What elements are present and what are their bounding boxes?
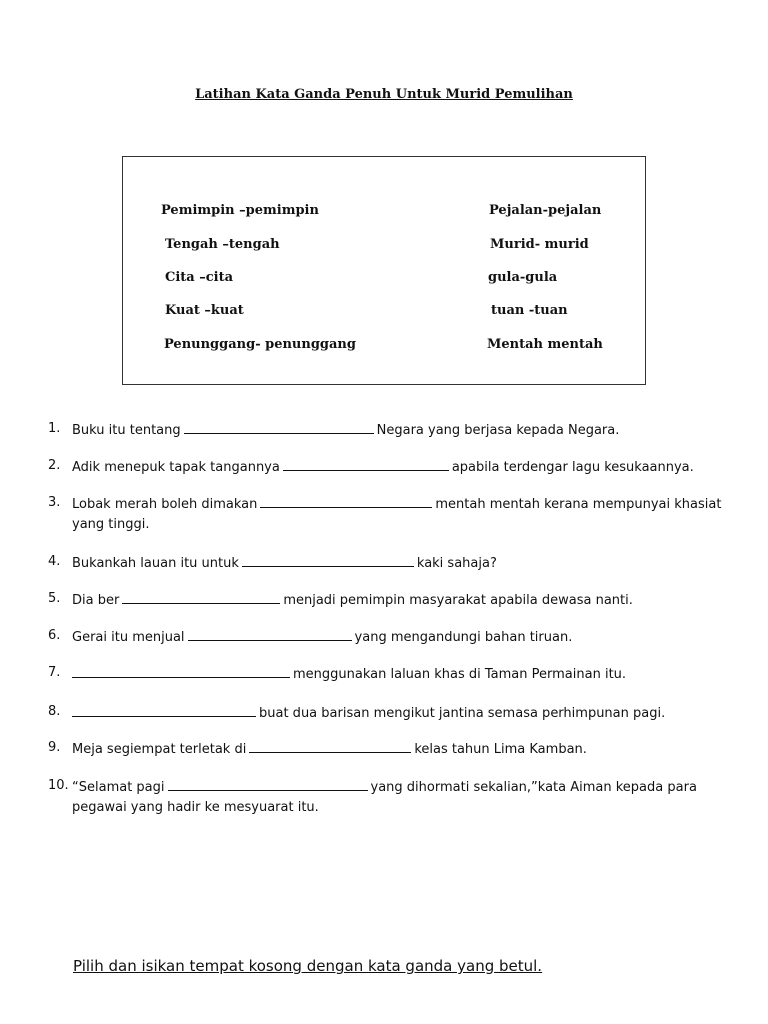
word-bank-item: Pemimpin –pemimpin xyxy=(161,203,319,218)
question-text-after: apabila terdengar lagu kesukaannya. xyxy=(451,460,694,475)
question-continuation: yang tinggi. xyxy=(72,517,150,532)
question-number: 2. xyxy=(48,458,61,473)
answer-blank[interactable] xyxy=(242,554,414,567)
question-text-before: Meja segiempat terletak di xyxy=(72,742,247,757)
word-bank-item: Cita –cita xyxy=(165,270,234,285)
question-text-after: kaki sahaja? xyxy=(416,556,497,571)
question-text-before: Gerai itu menjual xyxy=(72,630,185,645)
answer-blank[interactable] xyxy=(72,665,290,678)
question-text-before: “Selamat pagi xyxy=(72,780,165,795)
question-text-after: yang dihormati sekalian,”kata Aiman kepada para xyxy=(370,780,697,795)
answer-blank[interactable] xyxy=(72,704,256,717)
question-continuation: pegawai yang hadir ke mesyuarat itu. xyxy=(72,800,319,815)
question-number: 3. xyxy=(48,495,61,510)
word-bank-item: Tengah –tengah xyxy=(165,237,280,252)
question-number: 10. xyxy=(48,778,69,793)
answer-blank[interactable] xyxy=(168,778,368,791)
answer-blank[interactable] xyxy=(249,740,411,753)
word-bank-item: Mentah mentah xyxy=(487,337,603,352)
question-text-before: Lobak merah boleh dimakan xyxy=(72,497,258,512)
question-text-after: Negara yang berjasa kepada Negara. xyxy=(376,423,620,438)
question-number: 1. xyxy=(48,421,61,436)
answer-blank[interactable] xyxy=(184,421,374,434)
answer-blank[interactable] xyxy=(260,495,432,508)
word-bank-item: Penunggang- penunggang xyxy=(164,337,356,352)
question-number: 9. xyxy=(48,740,61,755)
question-number: 6. xyxy=(48,628,61,643)
word-bank-item: Kuat –kuat xyxy=(165,303,244,318)
question-number: 7. xyxy=(48,665,61,680)
word-bank-box xyxy=(122,156,646,385)
question-text-after: menggunakan laluan khas di Taman Permainan itu. xyxy=(293,667,627,682)
page-title: Latihan Kata Ganda Penuh Untuk Murid Pemulihan xyxy=(195,87,573,102)
word-bank-item: gula-gula xyxy=(488,270,558,285)
question-text-before: Dia ber xyxy=(72,593,120,608)
question-text-after: yang mengandungi bahan tiruan. xyxy=(354,630,573,645)
word-bank-item: Murid- murid xyxy=(490,237,589,252)
instruction-text: Pilih dan isikan tempat kosong dengan kata ganda yang betul. xyxy=(73,957,543,975)
question-text-before: Adik menepuk tapak tangannya xyxy=(72,460,280,475)
question-text-after: kelas tahun Lima Kamban. xyxy=(414,742,587,757)
question-text-before: Buku itu tentang xyxy=(72,423,181,438)
question-text-before: Bukankah lauan itu untuk xyxy=(72,556,239,571)
question-number: 8. xyxy=(48,704,61,719)
answer-blank[interactable] xyxy=(188,628,352,641)
question-text-after: mentah mentah kerana mempunyai khasiat xyxy=(435,497,722,512)
question-number: 5. xyxy=(48,591,61,606)
answer-blank[interactable] xyxy=(122,591,280,604)
word-bank-item: tuan -tuan xyxy=(491,303,568,318)
question-number: 4. xyxy=(48,554,61,569)
question-text-after: buat dua barisan mengikut jantina semasa perhimpunan pagi. xyxy=(259,706,666,721)
question-text-after: menjadi pemimpin masyarakat apabila dewasa nanti. xyxy=(283,593,633,608)
word-bank-item: Pejalan-pejalan xyxy=(489,203,602,218)
answer-blank[interactable] xyxy=(283,458,449,471)
